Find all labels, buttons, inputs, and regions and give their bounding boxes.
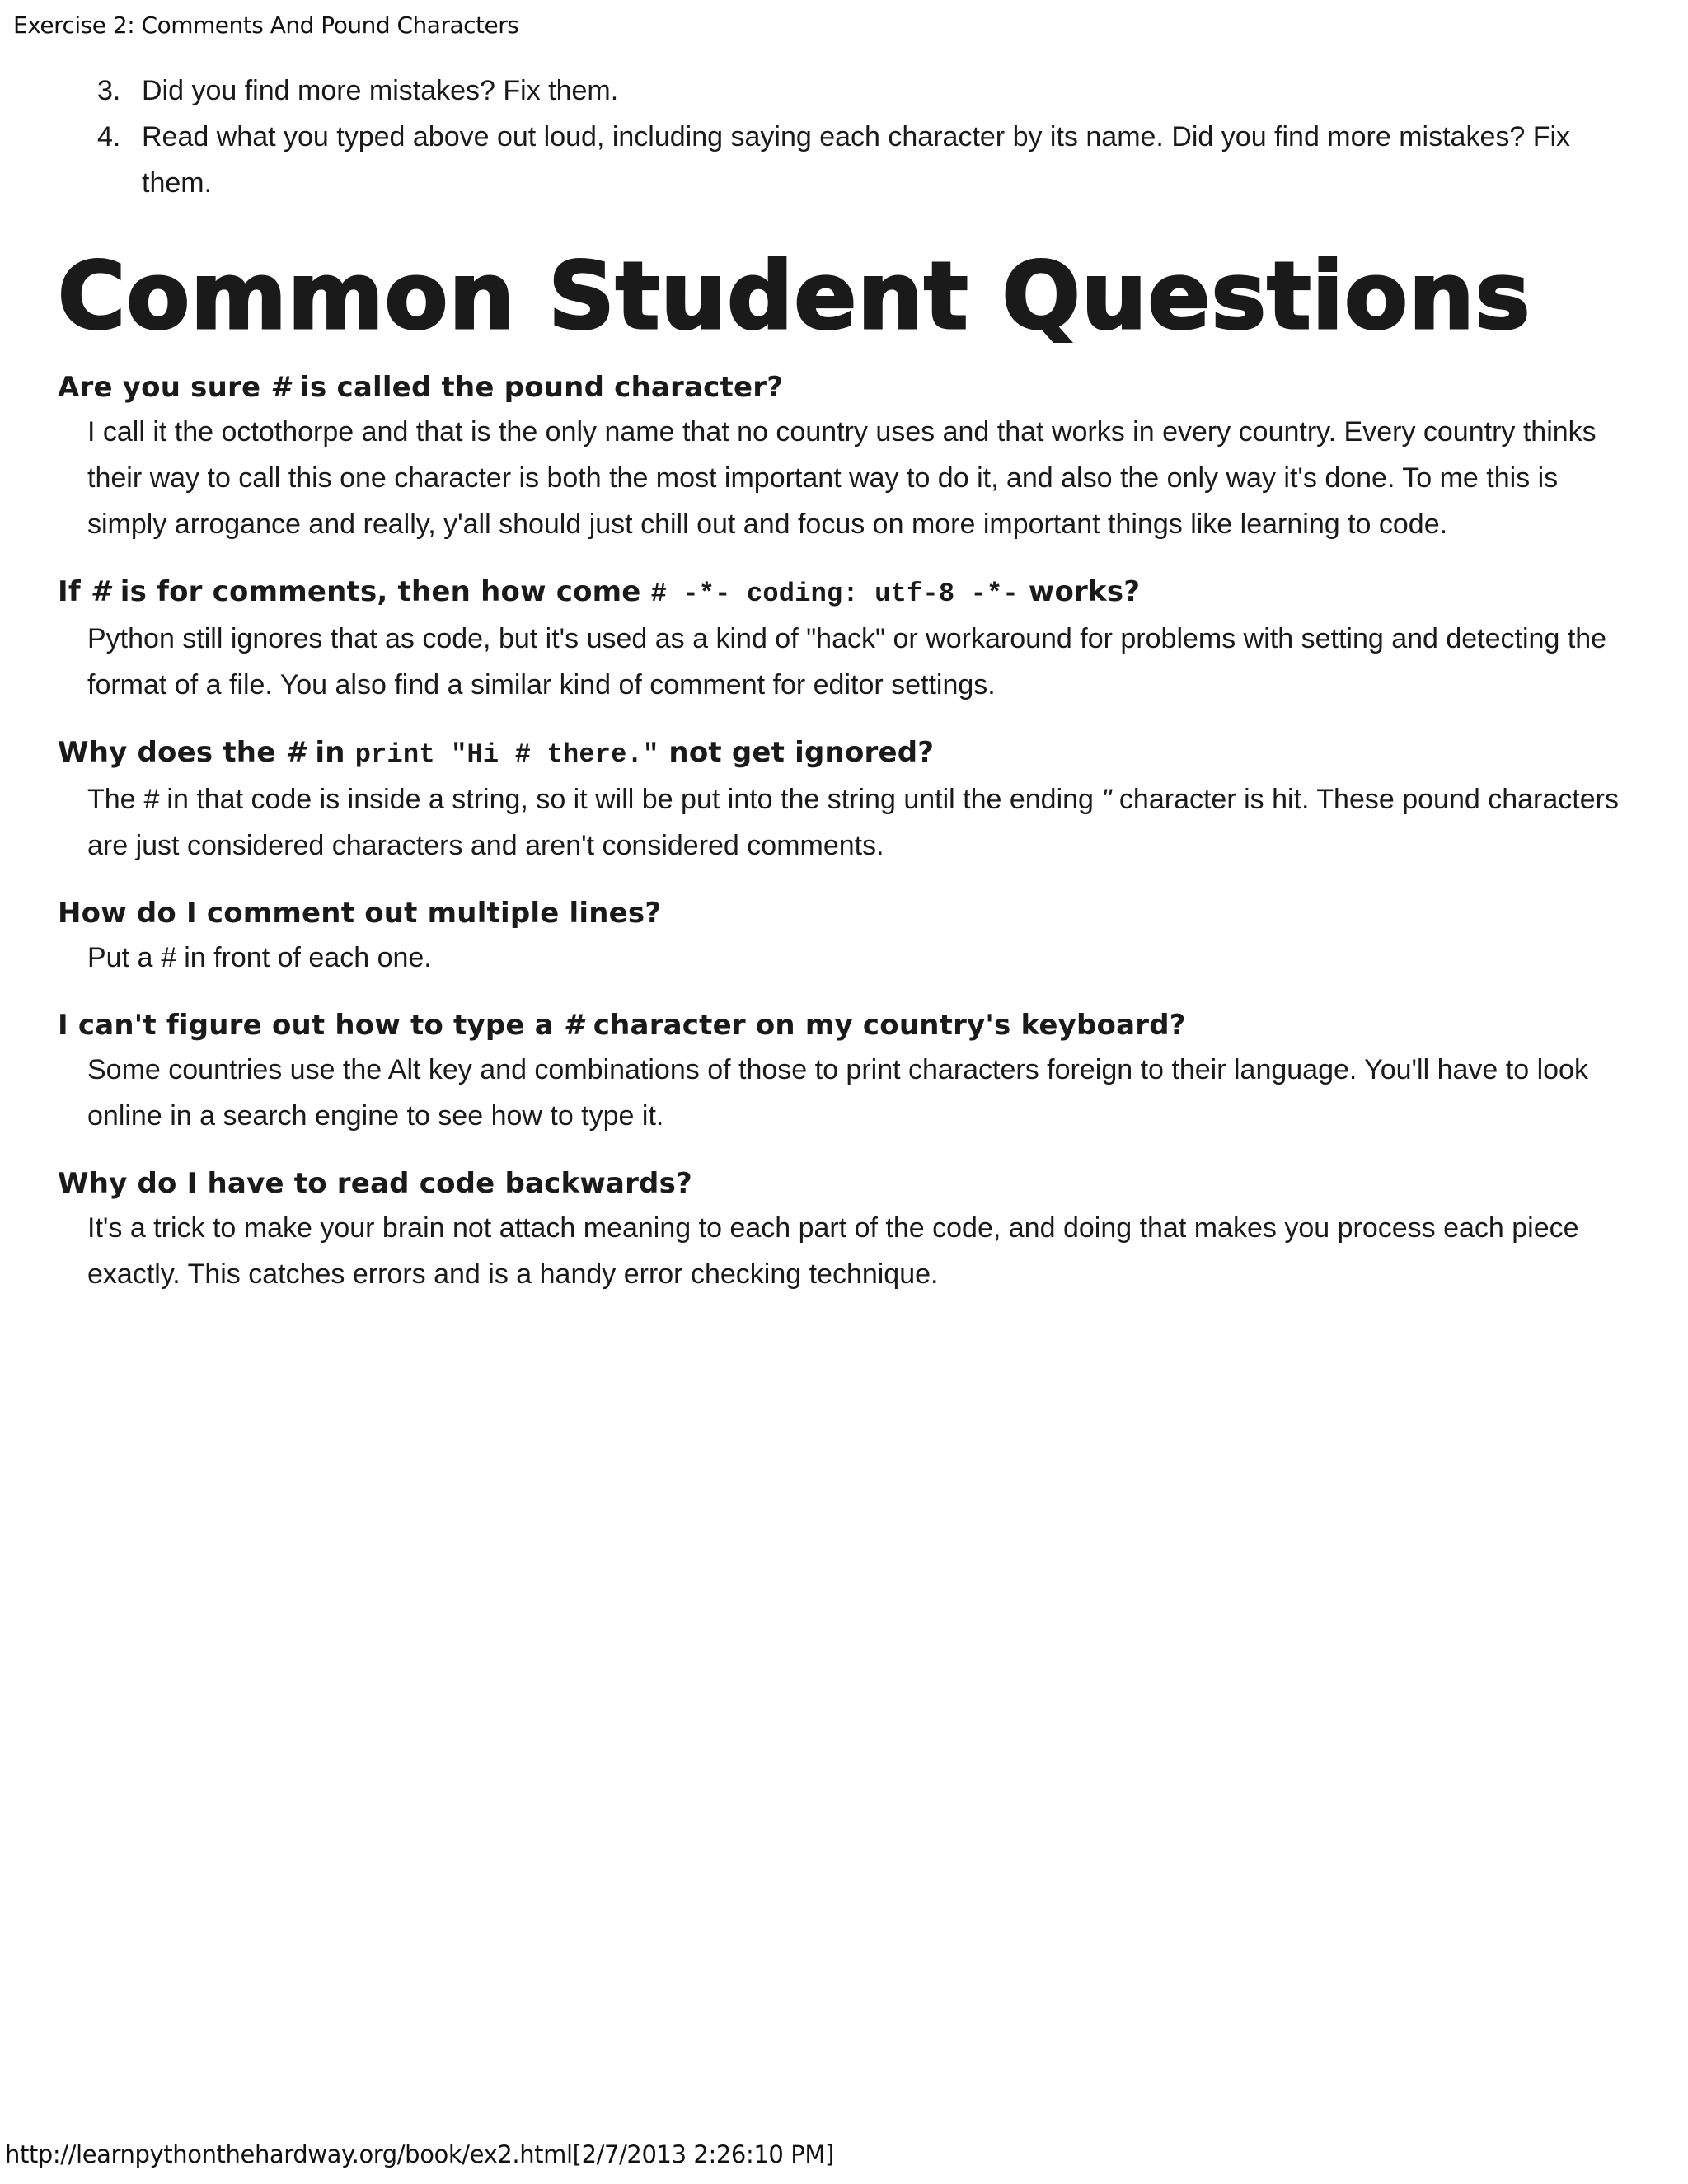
question [58,366,1624,409]
hash-char: # [160,941,176,973]
answer-text: character is hit. These pound characters are just considered characters and aren't considered comments. [87,783,1619,861]
question [58,1004,1624,1047]
answer: Python still ignores that as code, but it's used as a kind of "hack" or workaround for problems with setting and detecting the format of a file. You also find a similar kind of comment for editor settings. [87,622,1607,701]
page-header-title: Exercise 2: Comments And Pound Characters [13,12,519,39]
answer-text: in that code is inside a string, so it will be put into the string until the ending [158,783,1102,815]
steps-list [58,68,1624,206]
page-footer-url: http://learnpythonthehardway.org/book/ex2.html[2/7/2013 2:26:10 PM] [5,2140,834,2168]
answer: Some countries use the Alt key and combinations of those to print characters foreign to their language. You'll have to look online in a search engine to see how to type it. [87,1053,1588,1132]
hash-char: # [270,370,291,404]
list-item-text: Read what you typed above out loud, including saying each character by its name. Did you find more mistakes? Fix them. [142,121,1571,199]
question [58,731,1624,776]
list-item [58,68,1624,114]
answer: I call it the octothorpe and that is the only name that no country uses and that works in every country. Every country thinks their way to call this one character is both the most important way to do it, and also the only way it's done. To me this is simply arrogance and really, y'all should just chill out and focus on more important things like learning to code. [87,415,1597,540]
list-item-text: Did you find more mistakes? Fix them. [142,75,619,106]
hash-char: # [285,735,306,769]
question-text: Are you sure [58,370,271,404]
question-text: is for comments, then how come [110,574,651,608]
answer [58,935,1624,981]
list-item-number: 4. [97,121,121,152]
answer-text: in front of each one. [176,941,432,973]
list-item [58,114,1624,206]
question [58,570,1624,616]
question-text: in [305,735,355,769]
answer-text: The [87,783,144,815]
question-text: is called the pound character? [290,370,784,404]
qa-item [58,1162,1624,1297]
question-text: Why does the [58,735,286,769]
question-text: If [58,574,91,608]
quote-char: " [1101,783,1112,815]
inline-code: # -*- coding: utf-8 -*- [650,578,1019,609]
qa-item [58,731,1624,869]
section-title: Common Student Questions [58,243,1531,350]
main-content [58,68,1624,1320]
question-text: works? [1018,574,1141,608]
list-item-number: 3. [97,75,121,106]
answer: It's a trick to make your brain not attach meaning to each part of the code, and doing that makes you process each piece exactly. This catches errors and is a handy error checking technique. [87,1212,1579,1290]
answer [58,776,1624,869]
qa-item [58,892,1624,981]
qa-item [58,366,1624,547]
question: Why do I have to read code backwards? [58,1166,692,1200]
question-text: I can't figure out how to type a [58,1008,564,1042]
question-text: character on my country's keyboard? [583,1008,1186,1042]
qa-item [58,1004,1624,1139]
inline-code: print "Hi # there." [354,738,659,770]
hash-char: # [143,783,159,815]
question: How do I comment out multiple lines? [58,896,662,930]
hash-char: # [563,1008,584,1042]
qa-item [58,570,1624,708]
hash-char: # [90,574,110,608]
question-text: not get ignored? [659,735,935,769]
answer-text: Put a [87,941,161,973]
